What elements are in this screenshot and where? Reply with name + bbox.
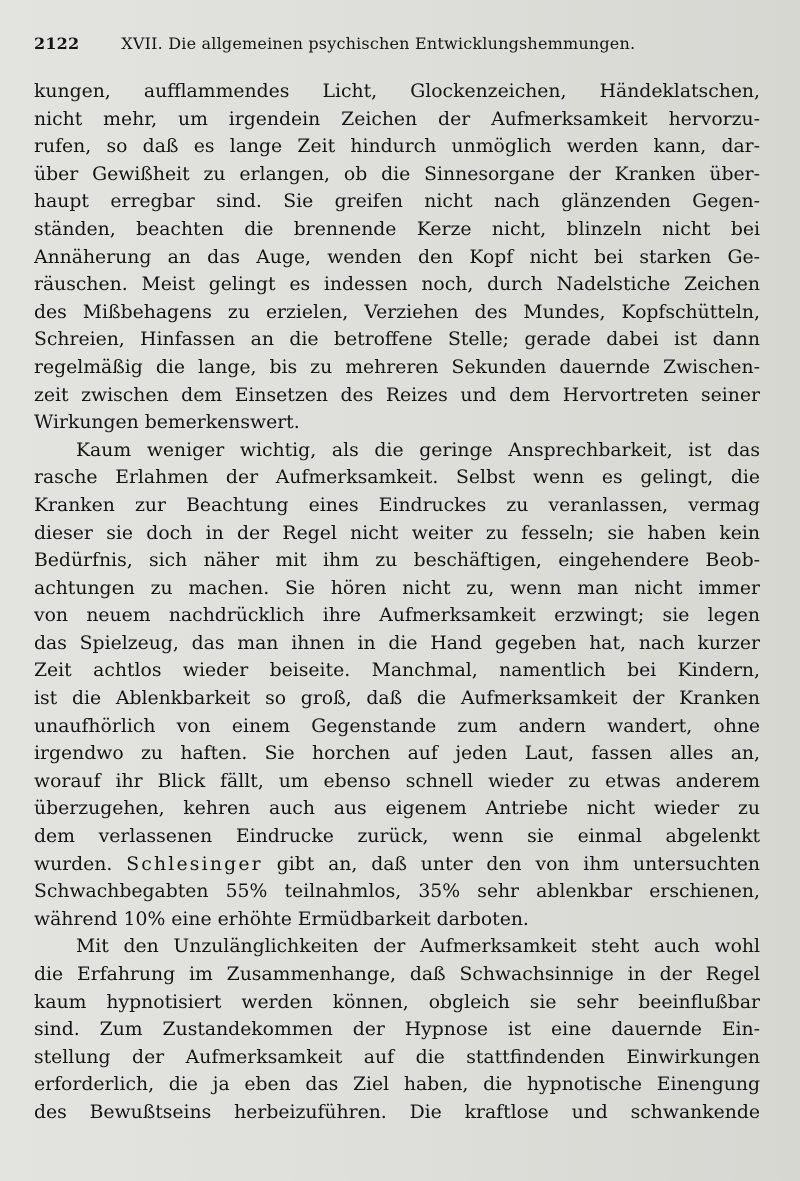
text-line: worauf ihr Blick fällt, um ebenso schnell wieder zu etwas anderem xyxy=(34,770,760,792)
text-line: unaufhörlich von einem Gegenstande zum andern wandert, ohne xyxy=(34,715,760,737)
text-line: während 10% eine erhöhte Ermüdbarkeit darboten. xyxy=(34,908,529,930)
text-line: Bedürfnis, sich näher mit ihm zu beschäftigen, eingehendere Beob- xyxy=(34,550,760,572)
text-line: dieser sie doch in der Regel nicht weiter zu fesseln; sie haben kein xyxy=(34,522,760,544)
text-line: des Bewußtseins herbeizuführen. Die kraftlose und schwankende xyxy=(34,1101,760,1123)
text-line: ist die Ablenkbarkeit so groß, daß die Aufmerksamkeit der Kranken xyxy=(34,688,760,710)
text-line: kungen, aufflammendes Licht, Glockenzeichen, Händeklatschen, xyxy=(34,81,760,102)
text-line: Annäherung an das Auge, wenden den Kopf nicht bei starken Ge- xyxy=(34,246,760,268)
text-line: Schwachbegabten 55% teilnahmlos, 35% sehr ablenkbar erschienen, xyxy=(34,881,760,903)
text-line: über Gewißheit zu erlangen, ob die Sinnesorgane der Kranken über- xyxy=(34,163,760,185)
text-line: stellung der Aufmerksamkeit auf die stattfindenden Einwirkungen xyxy=(34,1046,760,1068)
text-line: räuschen. Meist gelingt es indessen noch, durch Nadelstiche Zeichen xyxy=(34,274,760,296)
text-line: erforderlich, die ja eben das Ziel haben, die hypnotische Einengung xyxy=(34,1074,760,1096)
text-line: Wirkungen bemerkenswert. xyxy=(34,412,300,434)
text-line: sind. Zum Zustandekommen der Hypnose ist eine dauernde Ein- xyxy=(34,1019,760,1041)
text-line: kaum hypnotisiert werden können, obgleich sie sehr beeinflußbar xyxy=(34,991,760,1013)
text-line: Zeit achtlos wieder beiseite. Manchmal, namentlich bei Kindern, xyxy=(34,660,760,682)
text-line: rasche Erlahmen der Aufmerksamkeit. Selbst wenn es gelingt, die xyxy=(34,467,760,489)
text-line: ständen, beachten die brennende Kerze nicht, blinzeln nicht bei xyxy=(34,218,760,240)
line-segment: gibt an, daß unter den von ihm untersuchten xyxy=(276,853,760,875)
text-line: regelmäßig die lange, bis zu mehreren Sekunden dauernde Zwischen- xyxy=(34,356,760,378)
body-text xyxy=(34,78,760,1127)
author-name: Schlesinger xyxy=(126,853,263,875)
paragraph-start-line: Mit den Unzulänglichkeiten der Aufmerksamkeit steht auch wohl xyxy=(76,936,760,958)
text-line: überzugehen, kehren auch aus eigenem Antriebe nicht wieder zu xyxy=(34,798,760,820)
text-line: dem verlassenen Eindrucke zurück, wenn sie einmal abgelenkt xyxy=(34,826,760,848)
text-line: rufen, so daß es lange Zeit hindurch unmöglich werden kann, dar- xyxy=(34,136,760,158)
text-line: die Erfahrung im Zusammenhange, daß Schwachsinnige in der Regel xyxy=(34,964,760,985)
text-line: Schreien, Hinfassen an die betroffene Stelle; gerade dabei ist dann xyxy=(34,329,760,351)
text-line: haupt erregbar sind. Sie greifen nicht nach glänzenden Gegen- xyxy=(34,191,760,213)
running-title: XVII. Die allgemeinen psychischen Entwicklungshemmungen. xyxy=(121,34,636,53)
text-line-with-author xyxy=(34,851,760,879)
text-line: Kranken zur Beachtung eines Eindruckes zu veranlassen, vermag xyxy=(34,494,760,516)
text-line: des Mißbehagens zu erzielen, Verziehen des Mundes, Kopfschütteln, xyxy=(34,301,760,323)
page-header xyxy=(34,34,774,60)
text-line: nicht mehr, um irgendein Zeichen der Aufmerksamkeit hervorzu- xyxy=(34,108,760,130)
paragraph-start-line: Kaum weniger wichtig, als die geringe Ansprechbarkeit, ist das xyxy=(76,439,760,461)
text-line: das Spielzeug, das man ihnen in die Hand gegeben hat, nach kurzer xyxy=(34,632,760,654)
text-line: zeit zwischen dem Einsetzen des Reizes und dem Hervortreten seiner xyxy=(34,384,760,406)
text-line: von neuem nachdrücklich ihre Aufmerksamkeit erzwingt; sie legen xyxy=(34,605,760,627)
text-line: achtungen zu machen. Sie hören nicht zu, wenn man nicht immer xyxy=(34,577,760,599)
text-line: irgendwo zu haften. Sie horchen auf jeden Laut, fassen alles an, xyxy=(34,743,760,765)
page-number: 2122 xyxy=(34,34,80,53)
line-segment: wurden. xyxy=(34,853,113,875)
